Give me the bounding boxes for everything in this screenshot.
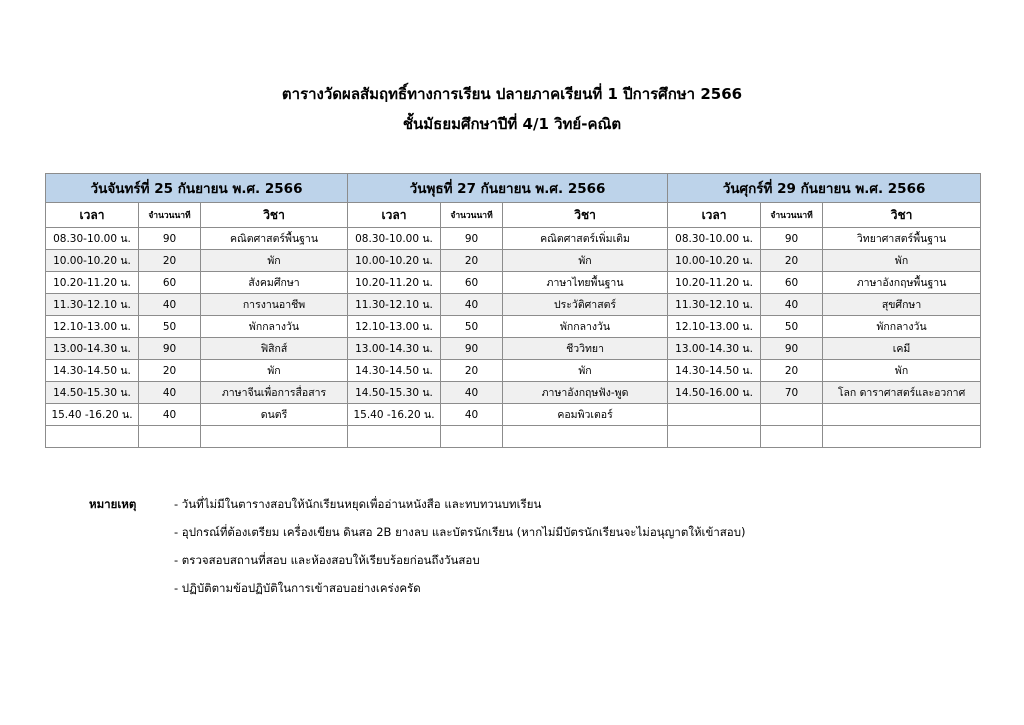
note-item: - ตรวจสอบสถานที่สอบ และห้องสอบให้เรียบร้อยก่อนถึงวันสอบ [174,553,480,567]
cell-minutes [761,404,823,426]
cell-time: 14.50-15.30 น. [348,382,441,404]
table-row [46,426,981,448]
cell-subject: โลก ดาราศาสตร์และอวกาศ [823,382,981,404]
col-header-subject-friday: วิชา [823,203,981,228]
cell-minutes: 90 [441,228,503,250]
cell-time: 14.50-16.00 น. [668,382,761,404]
cell-subject: ภาษาอังกฤษฟัง-พูด [503,382,668,404]
cell-time: 10.20-11.20 น. [668,272,761,294]
cell-time: 15.40 -16.20 น. [46,404,139,426]
cell-subject [201,426,348,448]
cell-subject: พัก [201,360,348,382]
cell-time: 11.30-12.10 น. [348,294,441,316]
cell-minutes: 20 [139,360,201,382]
cell-time: 14.30-14.50 น. [348,360,441,382]
cell-subject: การงานอาชีพ [201,294,348,316]
cell-time: 14.30-14.50 น. [668,360,761,382]
cell-time: 13.00-14.30 น. [46,338,139,360]
cell-subject: ภาษาอังกฤษพื้นฐาน [823,272,981,294]
day-header-wednesday: วันพุธที่ 27 กันยายน พ.ศ. 2566 [348,174,668,203]
cell-minutes: 40 [441,404,503,426]
notes-label: หมายเหตุ [89,497,137,511]
cell-time: 13.00-14.30 น. [668,338,761,360]
cell-subject [503,426,668,448]
cell-subject: ประวัติศาสตร์ [503,294,668,316]
cell-minutes: 40 [139,404,201,426]
cell-time [348,426,441,448]
cell-subject: ภาษาไทยพื้นฐาน [503,272,668,294]
cell-minutes: 20 [441,250,503,272]
cell-subject: พัก [503,250,668,272]
col-header-time-wednesday: เวลา [348,203,441,228]
cell-subject: สุขศึกษา [823,294,981,316]
cell-minutes: 40 [139,294,201,316]
cell-subject: สังคมศึกษา [201,272,348,294]
cell-minutes: 20 [139,250,201,272]
cell-subject: คณิตศาสตร์พื้นฐาน [201,228,348,250]
cell-minutes: 40 [441,294,503,316]
table-row [46,228,981,250]
note-item: - วันที่ไม่มีในตารางสอบให้นักเรียนหยุดเพื่ออ่านหนังสือ และทบทวนบทเรียน [174,497,542,511]
cell-minutes [761,426,823,448]
note-item: - ปฏิบัติตามข้อปฏิบัติในการเข้าสอบอย่างเคร่งครัด [174,581,421,595]
cell-time: 10.20-11.20 น. [348,272,441,294]
table-row [46,360,981,382]
cell-subject [823,426,981,448]
cell-time: 10.00-10.20 น. [668,250,761,272]
table-row [46,294,981,316]
cell-minutes: 20 [761,250,823,272]
cell-time: 10.00-10.20 น. [348,250,441,272]
cell-time: 13.00-14.30 น. [348,338,441,360]
day-header-monday: วันจันทร์ที่ 25 กันยายน พ.ศ. 2566 [46,174,348,203]
cell-subject: ภาษาจีนเพื่อการสื่อสาร [201,382,348,404]
cell-time: 14.50-15.30 น. [46,382,139,404]
col-header-minutes-monday: จำนวนนาที [139,203,201,228]
cell-minutes: 90 [139,228,201,250]
table-row [46,250,981,272]
cell-time: 12.10-13.00 น. [668,316,761,338]
cell-minutes: 60 [139,272,201,294]
cell-time: 08.30-10.00 น. [668,228,761,250]
cell-minutes: 90 [441,338,503,360]
cell-time [46,426,139,448]
cell-subject: คณิตศาสตร์เพิ่มเติม [503,228,668,250]
cell-time: 10.20-11.20 น. [46,272,139,294]
cell-minutes: 40 [139,382,201,404]
cell-time: 08.30-10.00 น. [46,228,139,250]
cell-minutes: 20 [761,360,823,382]
table-row [46,272,981,294]
cell-time: 08.30-10.00 น. [348,228,441,250]
note-item: - อุปกรณ์ที่ต้องเตรียม เครื่องเขียน ดินสอ 2B ยางลบ และบัตรนักเรียน (หากไม่มีบัตรนักเรียนจะไม่อนุญาตให้เข้าสอบ) [174,525,746,539]
col-header-minutes-friday: จำนวนนาที [761,203,823,228]
cell-subject: พัก [823,250,981,272]
col-header-minutes-wednesday: จำนวนนาที [441,203,503,228]
cell-subject: คอมพิวเตอร์ [503,404,668,426]
col-header-subject-wednesday: วิชา [503,203,668,228]
cell-subject: ชีววิทยา [503,338,668,360]
cell-subject: พัก [201,250,348,272]
cell-subject: ฟิสิกส์ [201,338,348,360]
cell-time: 12.10-13.00 น. [46,316,139,338]
cell-minutes: 90 [139,338,201,360]
day-header-friday: วันศุกร์ที่ 29 กันยายน พ.ศ. 2566 [668,174,981,203]
table-row [46,338,981,360]
cell-minutes: 50 [139,316,201,338]
cell-subject: พัก [503,360,668,382]
cell-subject: พักกลางวัน [201,316,348,338]
cell-minutes: 60 [441,272,503,294]
cell-time: 14.30-14.50 น. [46,360,139,382]
cell-subject: วิทยาศาสตร์พื้นฐาน [823,228,981,250]
cell-time [668,404,761,426]
exam-schedule-table [45,173,981,448]
table-row [46,316,981,338]
cell-subject [823,404,981,426]
cell-minutes: 40 [441,382,503,404]
col-header-time-friday: เวลา [668,203,761,228]
cell-minutes: 40 [761,294,823,316]
cell-time: 12.10-13.00 น. [348,316,441,338]
cell-subject: พัก [823,360,981,382]
cell-subject: พักกลางวัน [823,316,981,338]
cell-minutes [139,426,201,448]
document-subtitle: ชั้นมัธยมศึกษาปีที่ 4/1 วิทย์-คณิต [402,115,622,133]
cell-minutes: 60 [761,272,823,294]
cell-subject: เคมี [823,338,981,360]
cell-minutes: 20 [441,360,503,382]
cell-time [668,426,761,448]
table-row [46,382,981,404]
cell-minutes: 50 [761,316,823,338]
cell-minutes: 90 [761,228,823,250]
document-title: ตารางวัดผลสัมฤทธิ์ทางการเรียน ปลายภาคเรียนที่ 1 ปีการศึกษา 2566 [281,85,743,103]
cell-minutes: 90 [761,338,823,360]
cell-subject: พักกลางวัน [503,316,668,338]
cell-minutes: 70 [761,382,823,404]
cell-time: 10.00-10.20 น. [46,250,139,272]
cell-subject: ดนตรี [201,404,348,426]
col-header-subject-monday: วิชา [201,203,348,228]
table-row [46,404,981,426]
cell-time: 11.30-12.10 น. [668,294,761,316]
cell-time: 15.40 -16.20 น. [348,404,441,426]
cell-time: 11.30-12.10 น. [46,294,139,316]
cell-minutes: 50 [441,316,503,338]
col-header-time-monday: เวลา [46,203,139,228]
cell-minutes [441,426,503,448]
